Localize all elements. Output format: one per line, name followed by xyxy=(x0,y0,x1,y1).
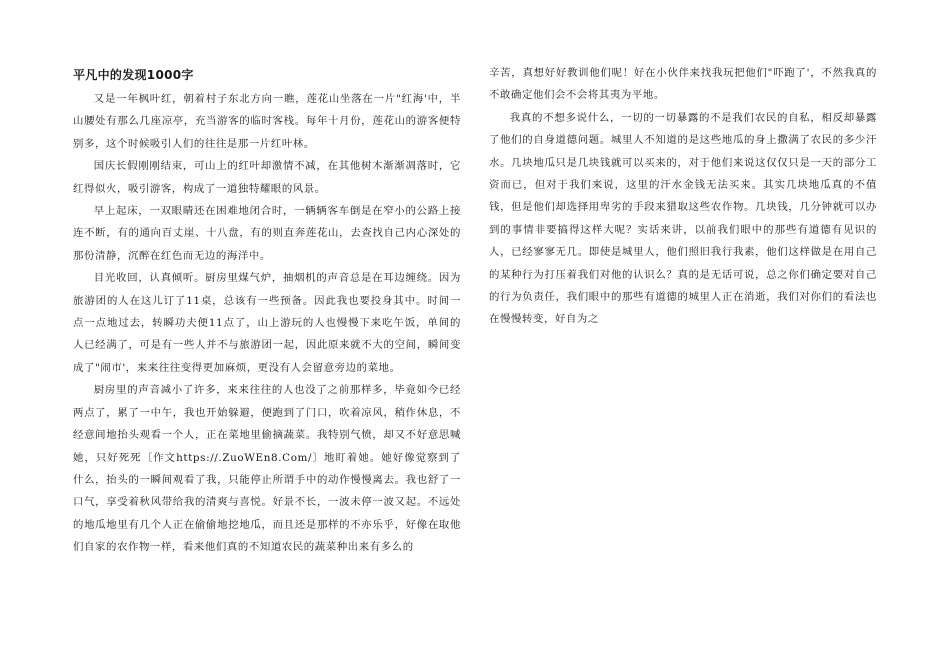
paragraph-4: 目光收回，认真倾听。厨房里煤气炉，抽烟机的声音总是在耳边缠绕。因为旅游团的人在这儿订了11桌，总该有一些预备。因此我也要投身其中。时间一点一点地过去，转瞬功夫便11点了，山上游玩的人也慢慢下来吃午饭，单间的人已经满了，可是有一些人并不与旅游团一起，因此原来就不大的空间，瞬间变成了"闹市'，来来往往变得更加麻烦，更没有人会留意旁边的菜地。 xyxy=(73,272,461,374)
left-column xyxy=(73,62,461,559)
essay-title: 平凡中的发现1000字 xyxy=(73,68,194,82)
paragraph-3: 早上起床，一双眼睛还在困难地闭合时，一辆辆客车倒是在窄小的公路上接连不断，有的通向百丈崖、十八盘，有的则直奔莲花山，去查找自己内心深处的那份清静，沉醉在红色而无边的海洋中。 xyxy=(73,205,461,262)
paragraph-2: 国庆长假刚刚结束，可山上的红叶却激情不减，在其他树木渐渐凋落时，它红得似火，吸引游客，构成了一道独特耀眼的风景。 xyxy=(73,160,461,195)
right-column xyxy=(489,62,877,331)
paragraph-6: 我真的不想多说什么，一切的一切暴露的不是我们农民的自私，相反却暴露了他们的自身道德问题。城里人不知道的是这些地瓜的身上撒满了农民的多少汗水。几块地瓜只是几块钱就可以买来的，对于他们来说这仅仅只是一天的部分工资而已，但对于我们来说，这里的汗水金钱无法买来。其实几块地瓜真的不值钱，但是他们却选择用卑劣的手段来猎取这些农作物。几块钱，几分钟就可以办到的事情非要搞得这样大呢？实话来讲，以前我们眼中的那些有道德有见识的人，已经寥寥无几。即使是城里人，他们照旧我行我素，他们这样做是在用自己的某种行为打压着我们对他的认识么？真的是无话可说，总之你们确定要对自己的行为负责任，我们眼中的那些有道德的城里人正在消逝，我们对你们的看法也在慢慢转变，好自为之 xyxy=(489,111,877,326)
paragraph-1: 又是一年枫叶红，朝着村子东北方向一瞧，莲花山坐落在一片"红海'中，半山腰处有那么几座凉亭，充当游客的临时客栈。每年十月份，莲花山的游客便特别多，这个时候吸引人们的往往是那一片红叶林。 xyxy=(73,93,461,150)
paragraph-5-continued: 辛苦，真想好好教训他们呢！好在小伙伴来找我玩把他们"吓跑了'，不然我真的不敢确定他们会不会将其夷为平地。 xyxy=(489,67,877,102)
paragraph-5: 厨房里的声音减小了许多，来来往往的人也没了之前那样多，毕竟如今已经两点了，累了一中午，我也开始躲避，便跑到了门口，吹着凉风，稍作休息，不经意间地抬头观看一个人，正在菜地里偷摘蔬菜。我特别气愤，却又不好意思喊她，只好死死〔作文https://.ZuoWEn8.Com/〕地盯着她。她好像觉察到了什么，抬头的一瞬间观看了我，只能停止所谓手中的动作慢慢离去。我也舒了一口气，享受着秋风带给我的清爽与喜悦。好景不长，一波未停一波又起。不远处的地瓜地里有几个人正在偷偷地挖地瓜，而且还是那样的不亦乐乎，好像在取他们自家的农作物一样，看来他们真的不知道农民的蔬菜种出来有多么的 xyxy=(73,384,461,554)
